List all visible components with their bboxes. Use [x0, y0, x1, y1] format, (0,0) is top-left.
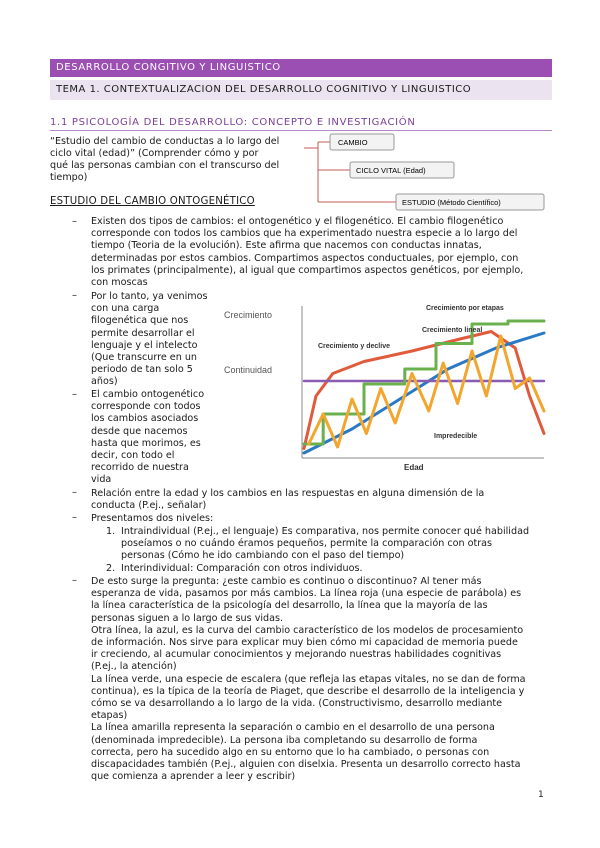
- section-title: 1.1 PSICOLOGÍA DEL DESARROLLO: CONCEPTO E INVESTIGACIÓN: [50, 117, 552, 131]
- bullet-niveles: Presentamos dos niveles:: [91, 513, 214, 524]
- series-line-impredecible: [309, 336, 544, 447]
- annotation-lineal: Crecimiento lineal: [422, 327, 483, 334]
- bullet-ontogenetico: [91, 389, 216, 487]
- y-label-crecimiento: Crecimiento: [224, 310, 273, 320]
- course-title: DESARROLLO CONGITIVO Y LINGUISTICO: [56, 62, 281, 73]
- bullet-line: recorrido de nuestra: [91, 462, 189, 474]
- bullet-dash: –: [72, 575, 77, 586]
- bullet-line: hasta que morimos, es: [91, 437, 201, 449]
- bullet-line: de información. Nos sirve para explicar muy bien cómo mi capacidad de memoria puede: [91, 637, 518, 649]
- bullet-line: Otra línea, la azul, es la curva del cambio característico de los modelos de procesamiento: [91, 624, 524, 636]
- bullet-line: correcta, pero ha sucedido algo en su entorno que lo ha cambiado, o personas con: [91, 746, 490, 758]
- bullet-relacion-edad: [91, 488, 551, 512]
- bullet-line: cómo se va desarrollando a lo largo de la vida. (Constructivismo, desarrollo mediante: [91, 698, 503, 710]
- course-title-band: [50, 59, 552, 77]
- bullet-line: decir, con todo el: [91, 450, 175, 462]
- bullet-dash: –: [72, 487, 77, 498]
- annotation-impredecible: Impredecible: [434, 433, 478, 440]
- quote-line: “Estudio del cambio de conductas a lo largo del: [50, 136, 280, 147]
- bullet-line: (Que transcurre en un: [91, 352, 197, 364]
- bullet-line: ir creciendo, al acumular conocimientos y mejorando nuestras habilidades cognitivas: [91, 649, 502, 661]
- bullet-line: La línea amarilla representa la separación o cambio en el desarrollo de una persona: [91, 722, 495, 734]
- bullet-line: con una carga: [91, 303, 160, 315]
- concept-mindmap: [300, 132, 550, 212]
- bullet-line: Por lo tanto, ya venimos: [91, 291, 208, 302]
- bullet-dash: –: [72, 290, 77, 301]
- y-label-continuidad: Continuidad: [224, 365, 273, 375]
- bullet-line: permite desarrollar el: [91, 327, 195, 339]
- bullet-line: personas siguen a lo largo de sus vidas.: [91, 612, 284, 624]
- level-line: poseíamos o no cuándo éramos pequeños, permite la comparación con otras: [121, 538, 493, 550]
- subsection-title: ESTUDIO DEL CAMBIO ONTOGENÉTICO: [50, 196, 255, 207]
- bullet-filogenetico: [91, 216, 551, 289]
- bullet-line: que comienza a aprender a leer y escribir): [91, 771, 296, 783]
- bullet-line: determinadas por estos cambios. Compartimos aspectos conductuales, por ejemplo, con: [91, 252, 519, 264]
- bullet-carga-filogenetica: [91, 291, 216, 389]
- bullet-line: corresponde con todos: [91, 401, 201, 413]
- bullet-line: filogenética que nos: [91, 315, 189, 327]
- bullet-line: los cambios asociados: [91, 413, 199, 425]
- bullet-continuo-discontinuo: [91, 576, 553, 783]
- bullet-line: etapas): [91, 710, 128, 722]
- bullet-line: continua), es la típica de la teoría de Piaget, que describe el desarrollo de la inteligencia y: [91, 685, 525, 697]
- bullet-line: Existen dos tipos de cambios: el ontogenético y el filogenético. El cambio filogenético: [91, 216, 504, 227]
- bullet-dash: –: [72, 216, 77, 227]
- bullet-line: años): [91, 376, 118, 388]
- bullet-dash: –: [72, 389, 77, 400]
- bullet-line: esperanza de vida, pasamos por más cambios. La línea roja (una especie de parábola) es: [91, 588, 522, 600]
- mindmap-label-estudio: ESTUDIO (Método Científico): [402, 198, 501, 207]
- level-interindividual: [121, 563, 553, 575]
- bullet-line: corresponde con todos los cambios que ha experimentado nuestra especie a lo largo del: [91, 228, 518, 240]
- bullet-line: discapacidades también (P.ej., alguien con diselxia. Presenta un desarrollo correcto hasta: [91, 759, 521, 771]
- topic-title-band: [50, 80, 552, 100]
- level-intraindividual: [121, 526, 553, 563]
- bullet-line: De esto surge la pregunta: ¿este cambio es continuo o discontinuo? Al tener más: [91, 576, 482, 587]
- level-number: 2.: [106, 563, 116, 574]
- bullet-line: Relación entre la edad y los cambios en las respuestas en alguna dimensión de la: [91, 488, 485, 499]
- x-axis-label: Edad: [404, 463, 424, 472]
- level-line: Interindividual: Comparación con otros individuos.: [121, 563, 363, 574]
- bullet-dash: –: [72, 512, 77, 523]
- annotation-declive: Crecimiento y declive: [318, 343, 390, 350]
- bullet-line: lenguaje y el intelecto: [91, 339, 198, 351]
- definition-quote: [50, 136, 298, 184]
- page-number: 1: [538, 790, 544, 800]
- level-line: personas (Cómo he ido cambiando con el paso del tiempo): [121, 550, 405, 562]
- level-line: Intraindividual (P.ej., el lenguaje) Es comparativa, nos permite conocer qué habilidad: [121, 526, 530, 537]
- level-number: 1.: [106, 526, 116, 537]
- topic-title: TEMA 1. CONTEXTUALIZACION DEL DESARROLLO COGNITIVO Y LINGUISTICO: [56, 84, 472, 95]
- mindmap-label-ciclo: CICLO VITAL (Edad): [356, 166, 426, 175]
- bullet-line: tiempo (Teoria de la evolución). Este afirma que nacemos con conductas innatas,: [91, 240, 482, 252]
- series-layer: [304, 321, 544, 453]
- bullet-line: conducta (P.ej., señalar): [91, 500, 207, 512]
- quote-line: tiempo): [50, 172, 88, 183]
- bullet-line: desde que nacemos: [91, 425, 188, 437]
- annotation-etapas: Crecimiento por etapas: [426, 305, 504, 312]
- quote-line: qué las personas cambian con el transcurso del: [50, 160, 280, 171]
- quote-line: ciclo vital (edad)” (Comprender cómo y por: [50, 148, 259, 159]
- bullet-line: con moscas: [91, 277, 148, 289]
- bullet-line: vida: [91, 474, 112, 486]
- bullet-line: La línea verde, una especie de escalera (que refleja las etapas vitales, no se dan de forma: [91, 673, 526, 685]
- bullet-line: los primates (principalmente), al igual que compartimos aspectos genéticos, por ejemplo,: [91, 264, 524, 276]
- bullet-line: El cambio ontogenético: [91, 389, 205, 400]
- bullet-line: periodo de tan solo 5: [91, 364, 193, 376]
- development-chart: [214, 298, 550, 484]
- mindmap-label-cambio: CAMBIO: [338, 138, 368, 147]
- bullet-line: la línea característica de la psicología del desarrollo, la línea que la mayoría de las: [91, 600, 488, 612]
- bullet-line: (denominada impredecible). La persona iba completando su desarrollo de forma: [91, 734, 478, 746]
- bullet-line: (P.ej., la atención): [91, 661, 177, 673]
